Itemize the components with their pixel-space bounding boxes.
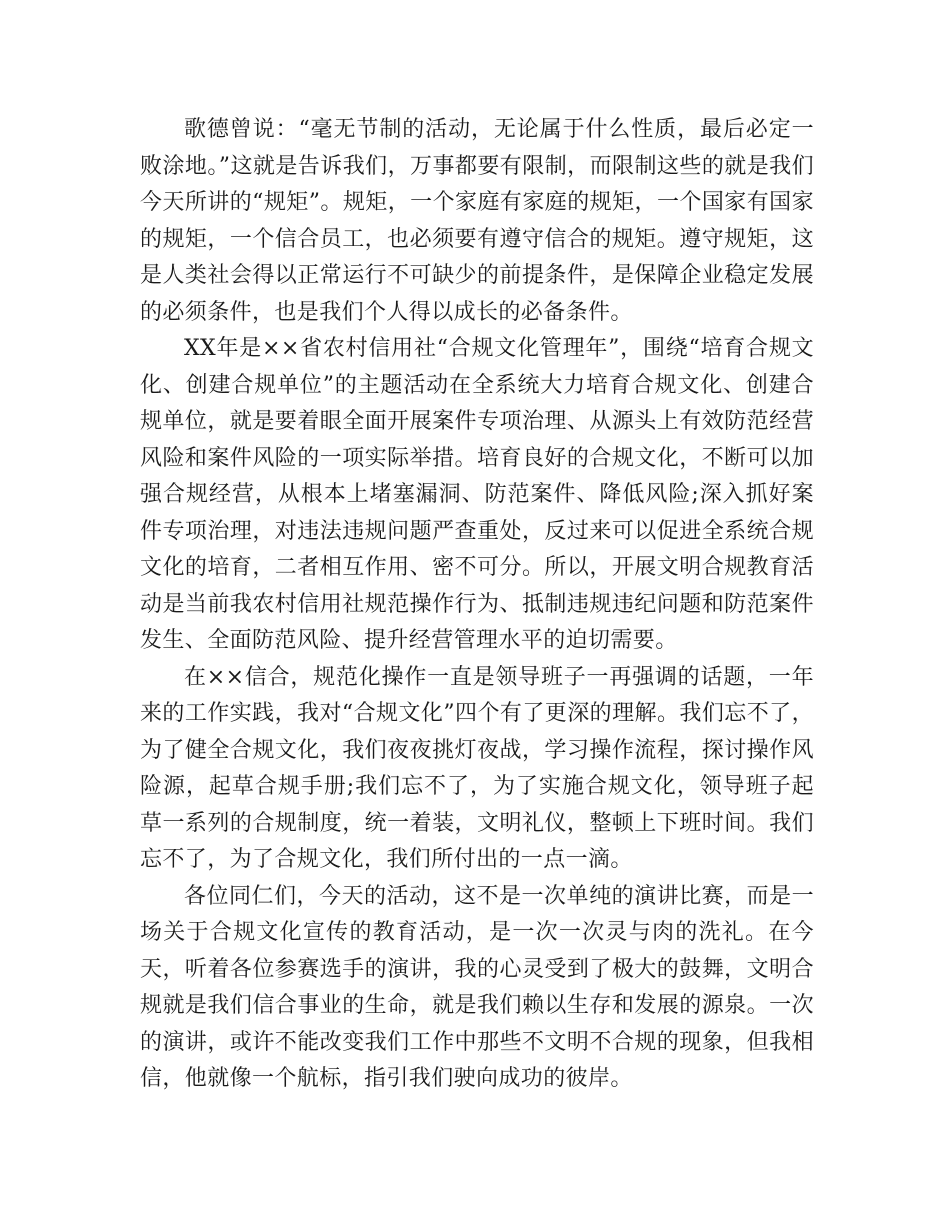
paragraph-2: XX年是××省农村信用社“合规文化管理年”，围绕“培育合规文化、创建合规单位”的主题活动在全系统大力培育合规文化、创建合规单位，就是要着眼全面开展案件专项治理、从源头上有效防范经营风险和案件风险的一项实际举措。培育良好的合规文化，不断可以加强合规经营，从根本上堵塞漏洞、防范案件、降低风险;深入抓好案件专项治理，对违法违规问题严查重处，反过来可以促进全系统合规文化的培育，二者相互作用、密不可分。所以，开展文明合规教育活动是当前我农村信用社规范操作行为、抵制违规违纪问题和防范案件发生、全面防范风险、提升经营管理水平的迫切需要。 <box>140 336 814 653</box>
paragraph-4: 各位同仁们，今天的活动，这不是一次单纯的演讲比赛，而是一场关于合规文化宣传的教育活动，是一次一次灵与肉的洗礼。在今天，听着各位参赛选手的演讲，我的心灵受到了极大的鼓舞，文明合规就是我们信合事业的生命，就是我们赖以生存和发展的源泉。一次的演讲，或许不能改变我们工作中那些不文明不合规的现象，但我相信，他就像一个航标，指引我们驶向成功的彼岸。 <box>140 883 814 1091</box>
paragraph-1: 歌德曾说：“毫无节制的活动，无论属于什么性质，最后必定一败涂地。”这就是告诉我们，万事都要有限制，而限制这些的就是我们今天所讲的“规矩”。规矩，一个家庭有家庭的规矩，一个国家有国家的规矩，一个信合员工，也必须要有遵守信合的规矩。遵守规矩，这是人类社会得以正常运行不可缺少的前提条件，是保障企业稳定发展的必须条件，也是我们个人得以成长的必备条件。 <box>140 117 814 325</box>
document-body <box>140 112 814 1098</box>
paragraph-3: 在××信合，规范化操作一直是领导班子一再强调的话题，一年来的工作实践，我对“合规文化”四个有了更深的理解。我们忘不了，为了健全合规文化，我们夜夜挑灯夜战，学习操作流程，探讨操作风险源，起草合规手册;我们忘不了，为了实施合规文化，领导班子起草一系列的合规制度，统一着装，文明礼仪，整顿上下班时间。我们忘不了，为了合规文化，我们所付出的一点一滴。 <box>140 664 814 872</box>
